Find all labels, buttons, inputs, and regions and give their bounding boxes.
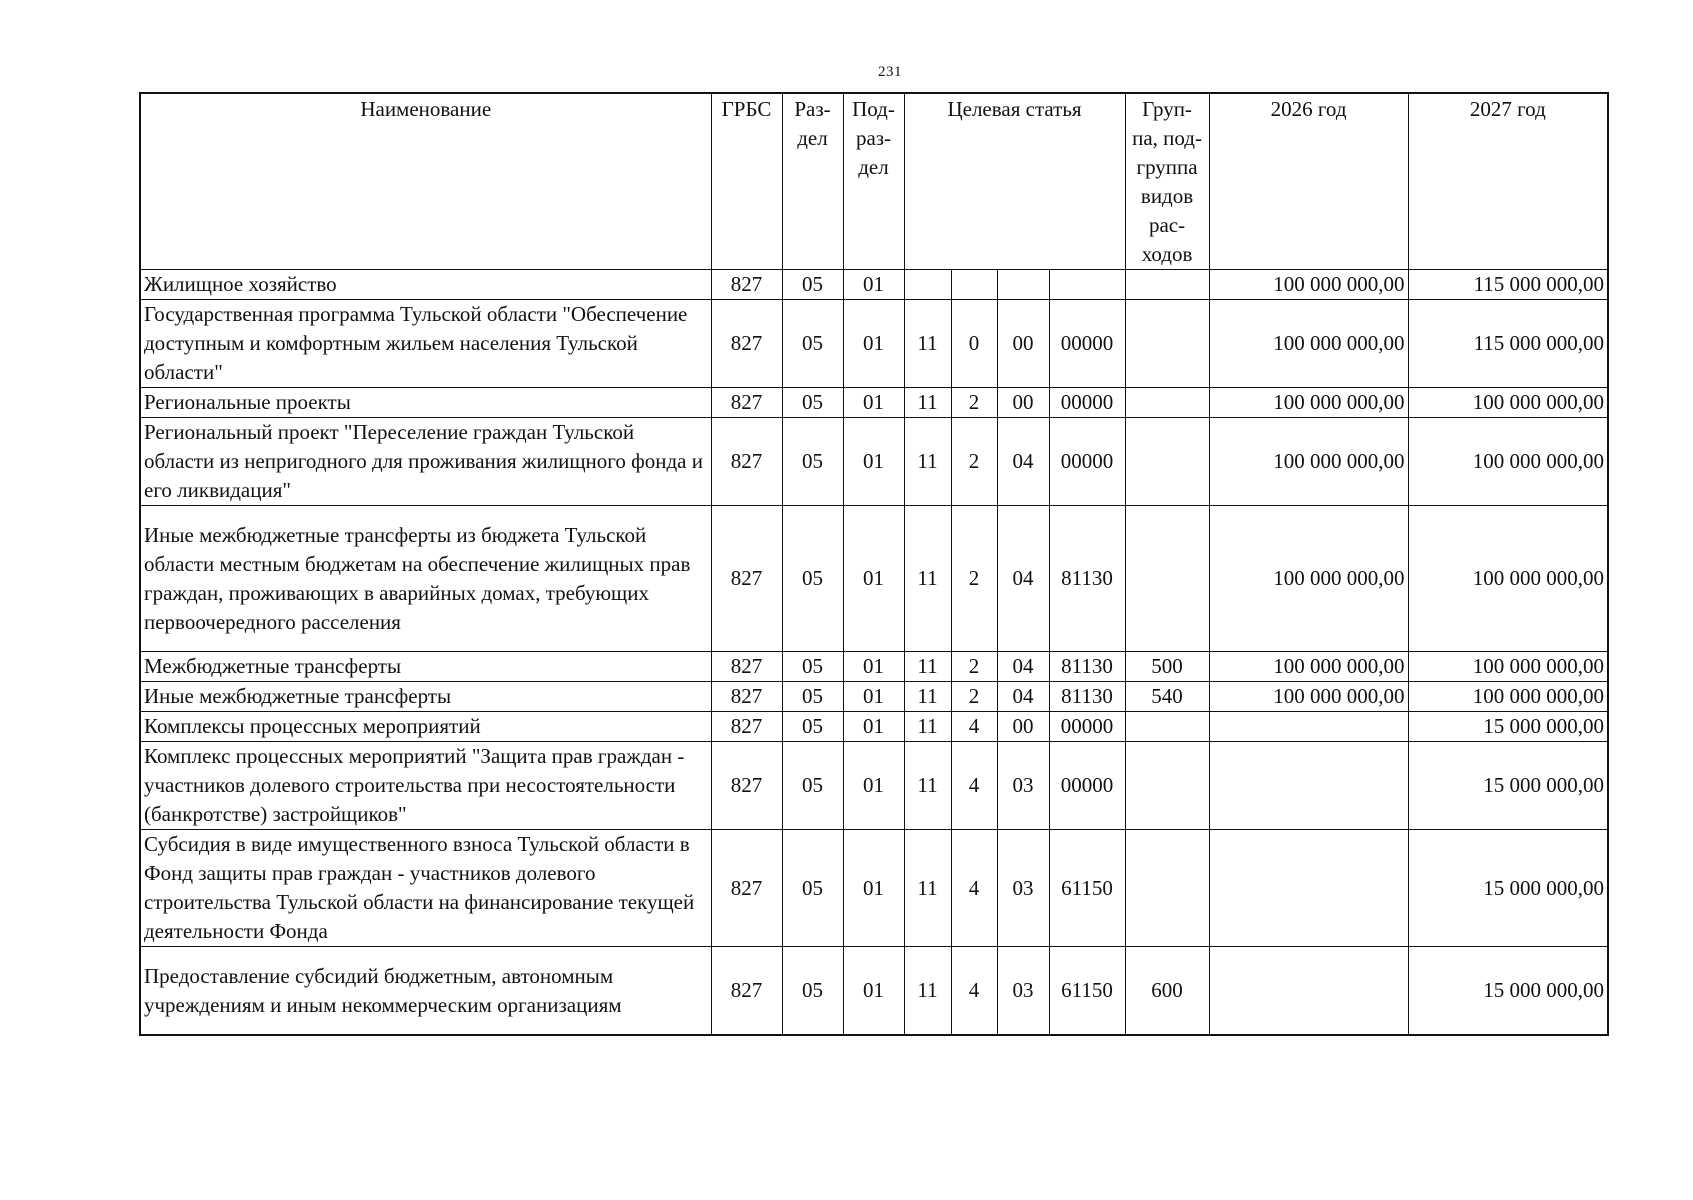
table-row: [140, 712, 1608, 742]
podrazdel-cell: 01: [843, 947, 904, 1036]
podrazdel-cell: 01: [843, 270, 904, 300]
podrazdel-cell: 01: [843, 830, 904, 947]
amount-2027-cell: 115 000 000,00: [1408, 270, 1608, 300]
target-type-cell: 2: [951, 652, 997, 682]
table-row: [140, 652, 1608, 682]
row-name: Региональный проект "Переселение граждан Тульской области из непригодного для проживания жилищного фонда и его ликвидация": [140, 418, 711, 506]
target-program-cell: 11: [904, 388, 951, 418]
amount-2027-cell: 100 000 000,00: [1408, 652, 1608, 682]
target-subprogram-cell: 03: [997, 947, 1049, 1036]
razdel-cell: 05: [782, 506, 843, 652]
target-direction-cell: 61150: [1049, 830, 1125, 947]
expense-group-cell: [1125, 270, 1209, 300]
row-name: Государственная программа Тульской области "Обеспечение доступным и комфортным жильем населения Тульской области": [140, 300, 711, 388]
header-name: Наименование: [140, 93, 711, 270]
table-row: [140, 388, 1608, 418]
row-name: Субсидия в виде имущественного взноса Тульской области в Фонд защиты прав граждан - участников долевого строительства Тульской области на финансирование текущей деятельности Фонда: [140, 830, 711, 947]
row-name: Иные межбюджетные трансферты: [140, 682, 711, 712]
table-row: [140, 742, 1608, 830]
podrazdel-cell: 01: [843, 300, 904, 388]
target-subprogram-cell: 00: [997, 388, 1049, 418]
target-type-cell: 4: [951, 947, 997, 1036]
table-row: [140, 947, 1608, 1036]
target-program-cell: 11: [904, 947, 951, 1036]
razdel-cell: 05: [782, 712, 843, 742]
grbs-cell: 827: [711, 652, 782, 682]
target-program-cell: 11: [904, 682, 951, 712]
grbs-cell: 827: [711, 947, 782, 1036]
target-type-cell: 2: [951, 682, 997, 712]
target-type-cell: 2: [951, 388, 997, 418]
amount-2026-cell: [1209, 742, 1408, 830]
razdel-cell: 05: [782, 682, 843, 712]
header-row: [140, 93, 1608, 270]
target-type-cell: 4: [951, 742, 997, 830]
target-direction-cell: 00000: [1049, 388, 1125, 418]
target-program-cell: 11: [904, 300, 951, 388]
row-name: Жилищное хозяйство: [140, 270, 711, 300]
amount-2027-cell: 15 000 000,00: [1408, 947, 1608, 1036]
header-year-2026: 2026 год: [1209, 93, 1408, 270]
podrazdel-cell: 01: [843, 712, 904, 742]
target-type-cell: [951, 270, 997, 300]
target-subprogram-cell: 04: [997, 506, 1049, 652]
target-subprogram-cell: [997, 270, 1049, 300]
podrazdel-cell: 01: [843, 742, 904, 830]
razdel-cell: 05: [782, 418, 843, 506]
expense-group-cell: [1125, 300, 1209, 388]
podrazdel-cell: 01: [843, 418, 904, 506]
razdel-cell: 05: [782, 830, 843, 947]
target-subprogram-cell: 00: [997, 300, 1049, 388]
amount-2026-cell: 100 000 000,00: [1209, 418, 1408, 506]
header-expense-group: Груп- па, под- группа видов рас- ходов: [1125, 93, 1209, 270]
table-row: [140, 830, 1608, 947]
target-program-cell: [904, 270, 951, 300]
amount-2027-cell: 115 000 000,00: [1408, 300, 1608, 388]
amount-2027-cell: 100 000 000,00: [1408, 682, 1608, 712]
target-program-cell: 11: [904, 506, 951, 652]
amount-2026-cell: 100 000 000,00: [1209, 270, 1408, 300]
razdel-cell: 05: [782, 388, 843, 418]
expense-group-cell: [1125, 418, 1209, 506]
target-direction-cell: 81130: [1049, 682, 1125, 712]
grbs-cell: 827: [711, 712, 782, 742]
target-program-cell: 11: [904, 712, 951, 742]
razdel-cell: 05: [782, 742, 843, 830]
grbs-cell: 827: [711, 418, 782, 506]
header-razdel: Раз- дел: [782, 93, 843, 270]
grbs-cell: 827: [711, 300, 782, 388]
razdel-cell: 05: [782, 300, 843, 388]
target-subprogram-cell: 03: [997, 742, 1049, 830]
podrazdel-cell: 01: [843, 388, 904, 418]
target-direction-cell: 81130: [1049, 506, 1125, 652]
podrazdel-cell: 01: [843, 682, 904, 712]
expense-group-cell: 540: [1125, 682, 1209, 712]
target-direction-cell: 00000: [1049, 418, 1125, 506]
target-subprogram-cell: 04: [997, 418, 1049, 506]
row-name: Предоставление субсидий бюджетным, автономным учреждениям и иным некоммерческим организациям: [140, 947, 711, 1036]
podrazdel-cell: 01: [843, 652, 904, 682]
amount-2027-cell: 15 000 000,00: [1408, 830, 1608, 947]
razdel-cell: 05: [782, 947, 843, 1036]
row-name: Комплекс процессных мероприятий "Защита прав граждан - участников долевого строительства при несостоятельности (банкротстве) застройщиков": [140, 742, 711, 830]
target-type-cell: 4: [951, 830, 997, 947]
grbs-cell: 827: [711, 270, 782, 300]
amount-2026-cell: 100 000 000,00: [1209, 682, 1408, 712]
target-subprogram-cell: 04: [997, 682, 1049, 712]
amount-2026-cell: [1209, 830, 1408, 947]
table-row: [140, 506, 1608, 652]
amount-2027-cell: 15 000 000,00: [1408, 742, 1608, 830]
target-direction-cell: 81130: [1049, 652, 1125, 682]
table-row: [140, 270, 1608, 300]
grbs-cell: 827: [711, 388, 782, 418]
amount-2026-cell: 100 000 000,00: [1209, 652, 1408, 682]
expense-group-cell: [1125, 830, 1209, 947]
expense-group-cell: [1125, 388, 1209, 418]
target-direction-cell: 61150: [1049, 947, 1125, 1036]
target-type-cell: 0: [951, 300, 997, 388]
table-row: [140, 682, 1608, 712]
target-program-cell: 11: [904, 652, 951, 682]
table-row: [140, 418, 1608, 506]
target-type-cell: 4: [951, 712, 997, 742]
target-direction-cell: 00000: [1049, 742, 1125, 830]
target-program-cell: 11: [904, 742, 951, 830]
target-subprogram-cell: 04: [997, 652, 1049, 682]
table-row: [140, 300, 1608, 388]
amount-2027-cell: 100 000 000,00: [1408, 418, 1608, 506]
header-year-2027: 2027 год: [1408, 93, 1608, 270]
target-subprogram-cell: 00: [997, 712, 1049, 742]
amount-2027-cell: 100 000 000,00: [1408, 388, 1608, 418]
amount-2026-cell: 100 000 000,00: [1209, 506, 1408, 652]
amount-2026-cell: [1209, 712, 1408, 742]
header-podrazdel: Под- раз- дел: [843, 93, 904, 270]
target-direction-cell: 00000: [1049, 300, 1125, 388]
razdel-cell: 05: [782, 270, 843, 300]
header-grbs: ГРБС: [711, 93, 782, 270]
expense-group-cell: 500: [1125, 652, 1209, 682]
amount-2026-cell: [1209, 947, 1408, 1036]
amount-2026-cell: 100 000 000,00: [1209, 388, 1408, 418]
expense-group-cell: [1125, 506, 1209, 652]
target-subprogram-cell: 03: [997, 830, 1049, 947]
target-program-cell: 11: [904, 830, 951, 947]
row-name: Региональные проекты: [140, 388, 711, 418]
target-direction-cell: [1049, 270, 1125, 300]
row-name: Межбюджетные трансферты: [140, 652, 711, 682]
target-direction-cell: 00000: [1049, 712, 1125, 742]
page-number: 231: [878, 64, 902, 80]
grbs-cell: 827: [711, 682, 782, 712]
target-program-cell: 11: [904, 418, 951, 506]
grbs-cell: 827: [711, 830, 782, 947]
row-name: Комплексы процессных мероприятий: [140, 712, 711, 742]
row-name: Иные межбюджетные трансферты из бюджета Тульской области местным бюджетам на обеспечение жилищных прав граждан, проживающих в аварийных домах, требующих первоочередного расселения: [140, 506, 711, 652]
amount-2026-cell: 100 000 000,00: [1209, 300, 1408, 388]
target-type-cell: 2: [951, 506, 997, 652]
grbs-cell: 827: [711, 742, 782, 830]
expense-group-cell: 600: [1125, 947, 1209, 1036]
target-type-cell: 2: [951, 418, 997, 506]
podrazdel-cell: 01: [843, 506, 904, 652]
razdel-cell: 05: [782, 652, 843, 682]
amount-2027-cell: 100 000 000,00: [1408, 506, 1608, 652]
grbs-cell: 827: [711, 506, 782, 652]
expense-group-cell: [1125, 742, 1209, 830]
header-target-article: Целевая статья: [904, 93, 1125, 270]
expense-group-cell: [1125, 712, 1209, 742]
budget-table: [139, 92, 1609, 1036]
amount-2027-cell: 15 000 000,00: [1408, 712, 1608, 742]
